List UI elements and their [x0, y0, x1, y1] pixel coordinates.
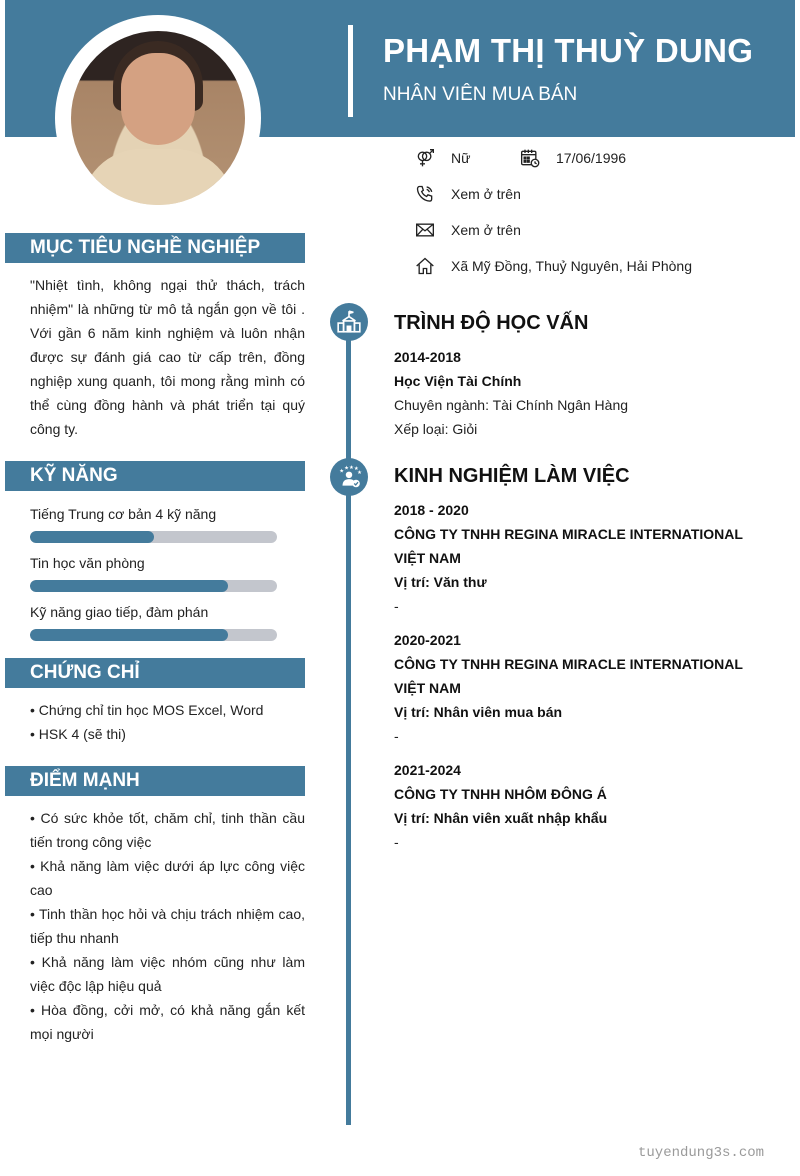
- svg-text:★: ★: [357, 469, 362, 476]
- svg-text:★: ★: [344, 465, 349, 472]
- strength-item: • Có sức khỏe tốt, chăm chỉ, tinh thần cầu tiến trong công việc: [30, 810, 305, 850]
- contact-address: [415, 256, 692, 276]
- experience-position: Vị trí: Văn thư: [394, 574, 487, 590]
- skill-bar-track: [30, 580, 277, 592]
- phone-icon: [415, 184, 435, 204]
- experience-description: -: [394, 598, 399, 614]
- skill-label: Tiếng Trung cơ bản 4 kỹ năng: [30, 506, 217, 522]
- title-divider: [348, 25, 353, 117]
- experience-position: Vị trí: Nhân viên mua bán: [394, 704, 563, 720]
- calendar-icon: [520, 148, 540, 168]
- strength-item: • Khả năng làm việc dưới áp lực công việc cao: [30, 858, 305, 898]
- address-value: Xã Mỹ Đồng, Thuỷ Nguyên, Hải Phòng: [451, 258, 692, 274]
- experience-company-cont: VIỆT NAM: [394, 680, 461, 696]
- strength-item: • Hòa đồng, cởi mở, có khả năng gắn kết mọi người: [30, 1002, 305, 1042]
- certificate-item: • Chứng chỉ tin học MOS Excel, Word: [30, 702, 264, 718]
- skill-bar-fill: [30, 580, 228, 592]
- education-grade: Xếp loại: Giỏi: [394, 421, 478, 437]
- home-icon: [415, 256, 435, 276]
- skill-bar-track: [30, 531, 277, 543]
- rated-employee-icon: [336, 464, 362, 490]
- birthday-value: 17/06/1996: [556, 150, 627, 166]
- experience-position: Vị trí: Nhân viên xuất nhập khẩu: [394, 810, 608, 826]
- section-strengths-title: ĐIỂM MẠNH: [5, 766, 305, 796]
- skill-bar-fill: [30, 629, 228, 641]
- gender-icon: [415, 148, 435, 168]
- timeline-line: [346, 305, 351, 1125]
- experience-badge: [330, 458, 368, 496]
- strength-item: • Tinh thần học hỏi và chịu trách nhiệm cao, tiếp thu nhanh: [30, 906, 305, 946]
- watermark: tuyendung3s.com: [638, 1145, 765, 1161]
- education-period: 2014-2018: [394, 349, 461, 365]
- avatar: [71, 31, 245, 205]
- avatar-face: [121, 53, 195, 145]
- skill-label: Kỹ năng giao tiếp, đàm phán: [30, 604, 209, 620]
- school-icon: [336, 309, 362, 335]
- section-education-title: TRÌNH ĐỘ HỌC VẤN: [394, 312, 589, 334]
- candidate-name: PHẠM THỊ THUỲ DUNG: [383, 32, 754, 69]
- svg-text:★: ★: [349, 464, 354, 471]
- section-objective-title: MỤC TIÊU NGHỀ NGHIỆP: [5, 233, 305, 263]
- skill-item: [30, 603, 277, 641]
- skill-item: [30, 505, 277, 543]
- education-school: Học Viện Tài Chính: [394, 373, 522, 389]
- section-certificates-title: CHỨNG CHỈ: [5, 658, 305, 688]
- strength-item: • Khả năng làm việc nhóm cũng như làm việc độc lập hiệu quả: [30, 954, 305, 994]
- contact-email: [415, 220, 521, 240]
- education-major: Chuyên ngành: Tài Chính Ngân Hàng: [394, 397, 629, 413]
- svg-text:★: ★: [353, 465, 359, 472]
- certificate-item: • HSK 4 (sẽ thi): [30, 726, 126, 742]
- email-icon: [415, 220, 435, 240]
- experience-company: CÔNG TY TNHH NHÔM ĐÔNG Á: [394, 786, 607, 802]
- gender-value: Nữ: [451, 150, 471, 166]
- experience-company: CÔNG TY TNHH REGINA MIRACLE INTERNATIONAL: [394, 526, 743, 542]
- certificates-list: [30, 698, 305, 746]
- objective-text: "Nhiệt tình, không ngại thử thách, trách nhiệm" là những từ mô tả ngắn gọn về tôi . Với gần 6 năm kinh nghiệm và luôn nhận được sự đánh giá cao từ cấp trên, đồng nghiệp xung quanh, tôi mong rằng mình có thể cùng đồng hành và phát triển tại quý công ty.: [30, 277, 305, 437]
- skill-item: [30, 554, 277, 592]
- contact-gender: [415, 148, 470, 168]
- strengths-list: [30, 806, 305, 1046]
- section-experience-title: KINH NGHIỆM LÀM VIỆC: [394, 465, 630, 487]
- email-value: Xem ở trên: [451, 222, 521, 238]
- experience-period: 2020-2021: [394, 632, 461, 648]
- skill-bar-track: [30, 629, 277, 641]
- job-title: NHÂN VIÊN MUA BÁN: [383, 84, 578, 105]
- contact-phone: [415, 184, 521, 204]
- skill-label: Tin học văn phòng: [30, 555, 145, 571]
- education-badge: [330, 303, 368, 341]
- skill-bar-fill: [30, 531, 154, 543]
- section-skills-title: KỸ NĂNG: [5, 461, 305, 491]
- experience-period: 2018 - 2020: [394, 502, 469, 518]
- experience-company: CÔNG TY TNHH REGINA MIRACLE INTERNATIONAL: [394, 656, 743, 672]
- avatar-hoodie: [81, 149, 235, 205]
- svg-text:★: ★: [339, 468, 345, 475]
- experience-description: -: [394, 728, 399, 744]
- experience-period: 2021-2024: [394, 762, 461, 778]
- experience-description: -: [394, 834, 399, 850]
- phone-value: Xem ở trên: [451, 186, 521, 202]
- experience-company-cont: VIỆT NAM: [394, 550, 461, 566]
- contact-birthday: [520, 148, 626, 168]
